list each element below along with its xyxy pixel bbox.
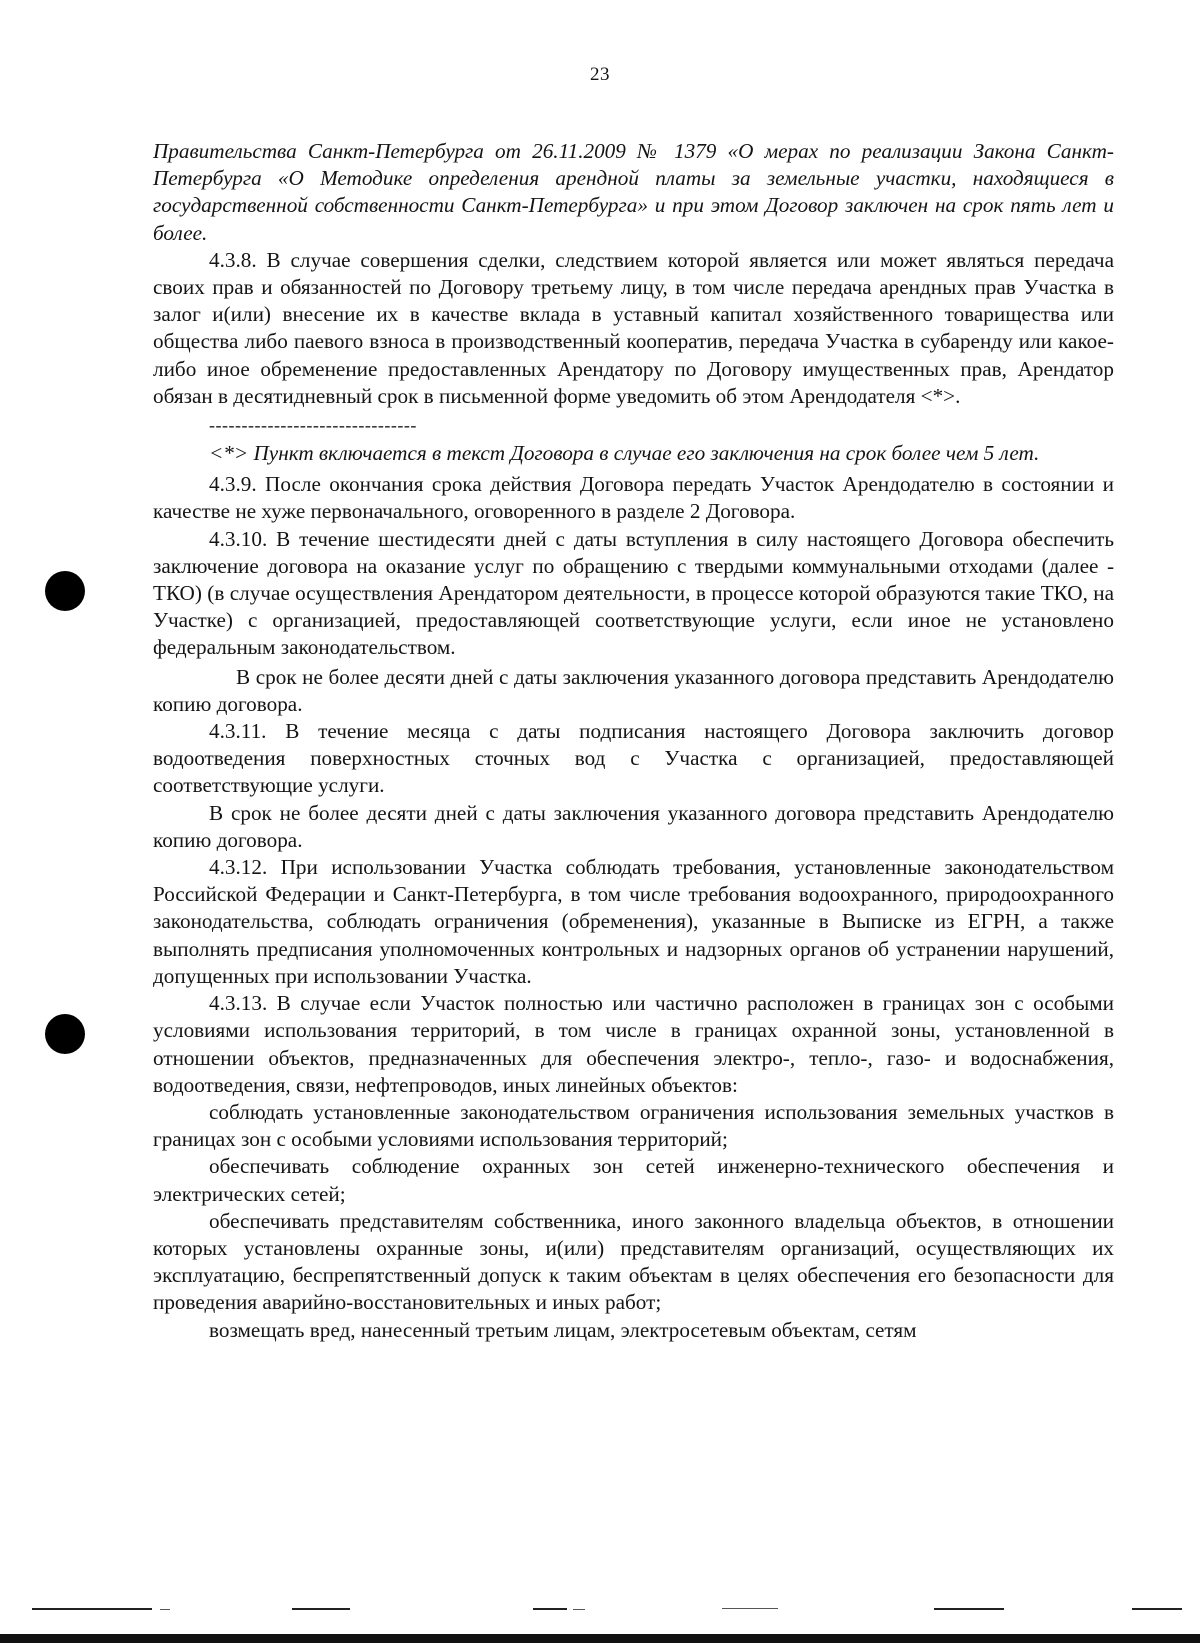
footnote: <*> Пункт включается в текст Договора в случае его заключения на срок более чем 5 лет. [209, 441, 1040, 466]
scan-line-fragment [533, 1608, 567, 1610]
scan-line-fragment [934, 1608, 1004, 1610]
hole-punch-mark [45, 571, 85, 611]
scan-line-fragment [292, 1608, 350, 1610]
document-body [153, 138, 1114, 1344]
scan-line-fragment [722, 1608, 778, 1609]
clause-4-3-10: 4.3.10. В течение шестидесяти дней с даты вступления в силу настоящего Договора обеспечить заключение договора на оказание услуг по обращению с твердыми коммунальными отходами (далее - ТКО) (в случае осуществления Арендатором деятельности, в процессе которой образуются такие ТКО, на Участке) с организацией, предоставляющей соответствующие услуги, если иное не установлено федеральным законодательством. [153, 526, 1114, 660]
clause-4-3-9: 4.3.9. После окончания срока действия Договора передать Участок Арендодателю в состоянии и качестве не хуже первоначального, оговоренного в разделе 2 Договора. [153, 472, 1114, 524]
clause-4-3-10-followup: В срок не более десяти дней с даты заключения указанного договора представить Арендодателю копию договора. [153, 664, 1114, 716]
scan-edge-artifacts [0, 1600, 1200, 1643]
scan-line-fragment [1132, 1608, 1182, 1610]
scan-bottom-edge [0, 1634, 1200, 1643]
clause-4-3-12: 4.3.12. При использовании Участка соблюдать требования, установленные законодательством Российской Федерации и Санкт-Петербурга, в том числе требования водоохранного, природоохранного законодательства, соблюдать ограничения (обременения), указанные в Выписке из ЕГРН, а также выполнять предписания уполномоченных контрольных и надзорных органов об устранении нарушений, допущенных при использовании Участка. [153, 855, 1114, 988]
clause-4-3-11-followup: В срок не более десяти дней с даты заключения указанного договора представить Арендодателю копию договора. [153, 800, 1114, 852]
clause-4-3-13-item: возмещать вред, нанесенный третьим лицам, электросетевым объектам, сетям [209, 1317, 917, 1342]
clause-4-3-13-item: соблюдать установленные законодательством ограничения использования земельных участков в границах зон с особыми условиями использования территорий; [153, 1099, 1114, 1152]
paragraph-continuation: Правительства Санкт-Петербурга от 26.11.2009 № 1379 «О мерах по реализации Закона Санкт-Петербурга «О Методике определения арендной платы за земельные участки, находящиеся в государственной собственности Санкт-Петербурга» и при этом Договор заключен на срок пять лет и более. [153, 139, 1114, 245]
hole-punch-mark [45, 1014, 85, 1054]
scan-line-fragment [573, 1609, 585, 1610]
clause-4-3-13-item: обеспечивать соблюдение охранных зон сетей инженерно-технического обеспечения и электрических сетей; [153, 1154, 1114, 1206]
scan-line-fragment [160, 1609, 170, 1610]
clause-4-3-13-item: обеспечивать представителям собственника, иного законного владельца объектов, в отношении которых установлены охранные зоны, и(или) представителям организаций, осуществляющих их эксплуатацию, беспрепятственный допуск к таким объектам в целях обеспечения его безопасности для проведения аварийно-восстановительных и иных работ; [153, 1208, 1114, 1315]
clause-4-3-8: 4.3.8. В случае совершения сделки, следствием которой является или может являться передача своих прав и обязанностей по Договору третьему лицу, в том числе передача арендных прав Участка в залог и(или) внесение их в качестве вклада в уставный капитал хозяйственного товарищества или общества либо паевого взноса в производственный кооператив, передача Участка в субаренду или какое-либо иное обременение предоставленных Арендатору по Договору имущественных прав, Арендатор обязан в десятидневный срок в письменной форме уведомить об этом Арендодателя <*>. [153, 247, 1114, 408]
footnote-separator: -------------------------------- [209, 416, 417, 435]
clause-4-3-13: 4.3.13. В случае если Участок полностью или частично расположен в границах зон с особыми условиями использования территорий, в том числе в границах охранной зоны, установленной в отношении объектов, предназначенных для обеспечения электро-, тепло-, газо- и водоснабжения, водоотведения, связи, нефтепроводов, иных линейных объектов: [153, 991, 1114, 1097]
clause-4-3-11: 4.3.11. В течение месяца с даты подписания настоящего Договора заключить договор водоотведения поверхностных сточных вод с Участка с организацией, предоставляющей соответствующие услуги. [153, 719, 1114, 798]
scan-line-fragment [32, 1608, 152, 1610]
page-number: 23 [590, 64, 610, 85]
